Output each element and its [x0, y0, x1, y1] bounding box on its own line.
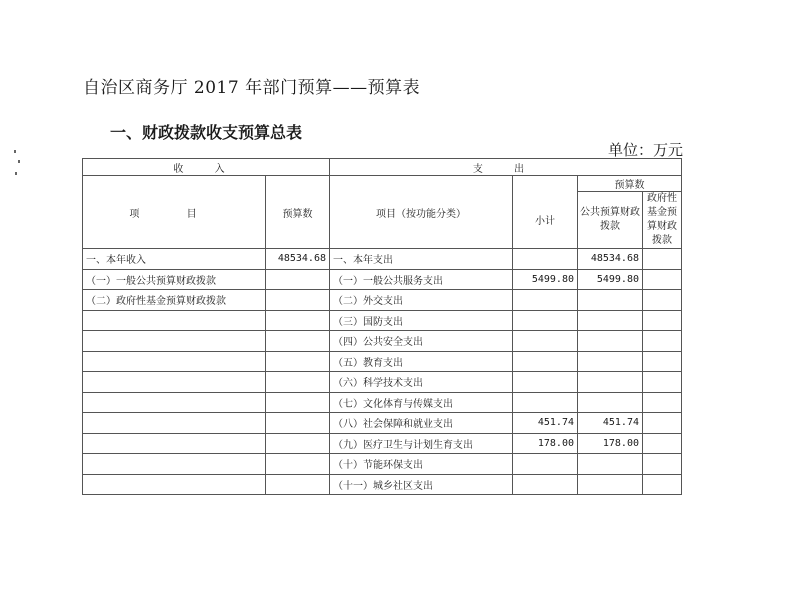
income-value-cell	[266, 474, 330, 495]
subtotal-cell: 451.74	[513, 413, 578, 434]
gov-fund-cell	[643, 351, 682, 372]
expense-item-cell: （十一）城乡社区支出	[330, 474, 513, 495]
gov-fund-cell	[643, 269, 682, 290]
public-budget-cell	[578, 331, 643, 352]
income-item-cell	[83, 413, 266, 434]
subtotal-header: 小计	[513, 192, 578, 249]
subtotal-header-top	[513, 176, 578, 192]
income-value-cell	[266, 331, 330, 352]
income-item-cell	[83, 331, 266, 352]
gov-fund-cell	[643, 290, 682, 311]
header-row-1	[83, 159, 682, 176]
income-value-cell: 48534.68	[266, 249, 330, 270]
public-budget-cell: 48534.68	[578, 249, 643, 270]
table-row	[83, 310, 682, 331]
income-value-cell	[266, 290, 330, 311]
gov-fund-cell	[643, 310, 682, 331]
subtotal-cell	[513, 372, 578, 393]
gov-fund-cell	[643, 249, 682, 270]
subtotal-cell	[513, 290, 578, 311]
header-row-2	[83, 176, 682, 192]
table-row	[83, 413, 682, 434]
public-budget-cell	[578, 310, 643, 331]
gov-fund-cell	[643, 372, 682, 393]
expense-item-cell: （一）一般公共服务支出	[330, 269, 513, 290]
public-budget-cell	[578, 474, 643, 495]
public-budget-cell	[578, 290, 643, 311]
expense-item-cell: （五）教育支出	[330, 351, 513, 372]
public-budget-cell	[578, 372, 643, 393]
subtotal-cell: 178.00	[513, 433, 578, 454]
subtotal-cell	[513, 331, 578, 352]
gov-fund-cell	[643, 433, 682, 454]
subtotal-cell	[513, 351, 578, 372]
income-item-cell	[83, 433, 266, 454]
income-item-cell: （一）一般公共预算财政拨款	[83, 269, 266, 290]
gov-fund-cell	[643, 454, 682, 475]
table-row	[83, 249, 682, 270]
table-row	[83, 269, 682, 290]
public-budget-header: 公共预算财政拨款	[578, 192, 643, 249]
income-value-cell	[266, 413, 330, 434]
expense-item-cell: （七）文化体育与传媒支出	[330, 392, 513, 413]
table-row	[83, 392, 682, 413]
document-title: 自治区商务厅 2017 年部门预算——预算表	[83, 78, 421, 98]
public-budget-cell: 5499.80	[578, 269, 643, 290]
subtotal-cell	[513, 474, 578, 495]
income-value-cell	[266, 269, 330, 290]
expense-item-cell: 一、本年支出	[330, 249, 513, 270]
income-item-cell	[83, 372, 266, 393]
income-value-cell	[266, 351, 330, 372]
public-budget-cell	[578, 454, 643, 475]
table-row	[83, 290, 682, 311]
table-row	[83, 331, 682, 352]
expense-item-cell: （四）公共安全支出	[330, 331, 513, 352]
expense-item-cell: （十）节能环保支出	[330, 454, 513, 475]
expense-item-cell: （二）外交支出	[330, 290, 513, 311]
subtotal-cell	[513, 310, 578, 331]
expense-header: 支 出	[330, 159, 682, 176]
income-item-cell	[83, 474, 266, 495]
income-item-cell: 一、本年收入	[83, 249, 266, 270]
item-header: 项 目	[83, 176, 266, 249]
unit-label: 单位：万元	[608, 141, 684, 159]
income-value-cell	[266, 392, 330, 413]
subtotal-cell: 5499.80	[513, 269, 578, 290]
expense-item-cell: （三）国防支出	[330, 310, 513, 331]
income-item-cell: （二）政府性基金预算财政拨款	[83, 290, 266, 311]
table-row	[83, 433, 682, 454]
income-value-cell	[266, 372, 330, 393]
income-value-cell	[266, 433, 330, 454]
table-row	[83, 454, 682, 475]
income-item-cell	[83, 454, 266, 475]
budget-amount-header: 预算数	[266, 176, 330, 249]
subtotal-cell	[513, 454, 578, 475]
subtotal-cell	[513, 392, 578, 413]
gov-fund-cell	[643, 392, 682, 413]
item-by-function-header: 项目（按功能分类）	[330, 176, 513, 249]
gov-fund-cell	[643, 331, 682, 352]
table-row	[83, 372, 682, 393]
public-budget-cell	[578, 351, 643, 372]
expense-item-cell: （八）社会保障和就业支出	[330, 413, 513, 434]
income-value-cell	[266, 310, 330, 331]
expense-item-cell: （九）医疗卫生与计划生育支出	[330, 433, 513, 454]
table-row	[83, 351, 682, 372]
section-title: 一、财政拨款收支预算总表	[110, 123, 303, 142]
public-budget-cell	[578, 392, 643, 413]
income-item-cell	[83, 392, 266, 413]
public-budget-cell: 178.00	[578, 433, 643, 454]
expense-item-cell: （六）科学技术支出	[330, 372, 513, 393]
budget-group-header: 预算数	[578, 176, 682, 192]
budget-table	[82, 158, 682, 495]
income-value-cell	[266, 454, 330, 475]
table-row	[83, 474, 682, 495]
gov-fund-header: 政府性基金预算财政拨款	[643, 192, 682, 249]
income-item-cell	[83, 310, 266, 331]
gov-fund-cell	[643, 413, 682, 434]
subtotal-cell	[513, 249, 578, 270]
gov-fund-cell	[643, 474, 682, 495]
public-budget-cell: 451.74	[578, 413, 643, 434]
income-header: 收 入	[83, 159, 330, 176]
income-item-cell	[83, 351, 266, 372]
